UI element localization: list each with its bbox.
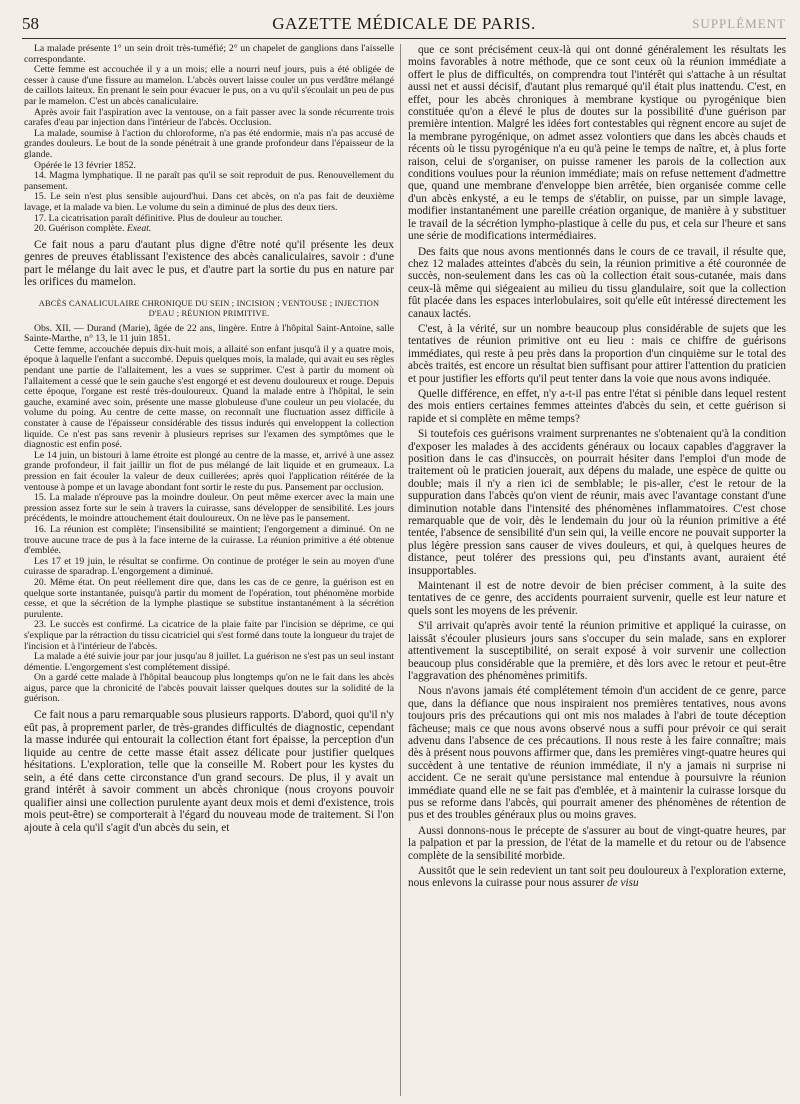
- paragraph: 14. Magma lymphatique. Il ne paraît pas qu'il se soit reproduit de pus. Renouvellement du pansement.: [24, 170, 394, 192]
- paragraph: Opérée le 13 février 1852.: [34, 159, 136, 171]
- right-column: [408, 44, 786, 1096]
- bleed-through-text: SUPPLÉMENT: [692, 16, 786, 31]
- journal-title: GAZETTE MÉDICALE DE PARIS.: [272, 14, 536, 33]
- paragraph: 16. La réunion est complète; l'insensibilité se maintient; l'engorgement a diminué. On ne trouve aucune trace de pus à la face interne de la cuirasse. La réunion primitive a été obtenue d'emblée.: [24, 523, 394, 557]
- paragraph: que ce sont précisément ceux-là qui ont donné généralement les résultats les moins favorables à notre méthode, que ce sont ceux où la réunion immédiate a offert le plus de difficultés, on comprendra tout l'intérêt qui s'attache à un résultat aussi net et aussi décisif, d'autant plus remarqué qu'il était plus inattendu. C'est, en effet, pour les abcès chroniques à membrane kystique ou pyrogénique bien constituée qu'on a élevé le plus de doutes sur la possibilité d'une guérison par première intention. Malgré les idées fort contestables qui règnent encore au sujet de la membrane pyrogénique, on admet assez volontiers que dans les abcès chauds et récents où le tissu pyrogénique n'a eu qu'à peine le temps de naître, et, à plus forte raison, celui de s'organiser, on puisse ramener les parois de la collection aux conditions voulues pour la réunion immédiate; mais on refuse nettement d'admettre que, quand une membrane d'enveloppe bien arrêtée, bien organisée comme celle d'un abcès enkysté, a eu le temps de s'établir, on puisse, par un simple lavage, modifier instantanément une pareille création organique, de manière à y substituer le travail de la sécrétion lympho-plastique à celle du pus, et cela sur l'heure et sans une série de modifications intermédiaires.: [408, 44, 786, 243]
- paragraph: Obs. XII. — Durand (Marie), âgée de 22 ans, lingère. Entre à l'hôpital Saint-Antoine, salle Sainte-Marthe, n° 13, le 11 juin 1851.: [24, 322, 394, 345]
- paragraph: La malade, soumise à l'action du chloroforme, n'a pas été endormie, mais n'a pas accusé de grandes douleurs. Le bout de la sonde pénétrait à une grande profondeur dans l'épaisseur de la glande.: [24, 127, 394, 160]
- page-header: [22, 12, 786, 39]
- de-visu-text: de visu: [607, 877, 639, 890]
- paragraph: Ce fait nous a paru d'autant plus digne d'être noté qu'il présente les deux genres de preuves établissant l'existence des abcès canaliculaires, savoir : d'une part le mélange du lait avec le pus, et d'autre part la sortie du pus en nature par les orifices du mamelon.: [24, 238, 394, 289]
- paragraph: Cette femme est accouchée il y a un mois; elle a nourri neuf jours, puis a été obligée de cesser à cause d'une fissure au mamelon. L'abcès ouvert laisse couler un pus verdâtre mélangé de caillots laiteux. En prenant le sein pour évacuer le pus, on a vu qu'il s'écoulait un peu de pus par le mamelon. C'est un abcès canaliculaire.: [24, 64, 394, 107]
- paragraph: La malade a été suivie jour par jour jusqu'au 8 juillet. La guérison ne s'est pas un seul instant démentie. L'engorgement s'est complétement dissipé.: [24, 651, 394, 673]
- paragraph-text: 20. Guérison complète.: [34, 223, 127, 235]
- paragraph: La malade présente 1° un sein droit très-tuméfié; 2° un chapelet de ganglions dans l'aisselle correspondante.: [24, 44, 394, 65]
- paragraph: 15. La malade n'éprouve pas la moindre douleur. On peut même exercer avec la main une pression assez forte sur le sein à travers la cuirasse, sans développer de sensibilité. Les jours précédents, le moindre attouchement était douloureux. On ne lève pas le pansement.: [24, 492, 394, 525]
- paragraph-text: Aussitôt que le sein redevient un tant soit peu douloureux à l'exploration externe, nous enlevons la cuirasse pour nous assurer: [408, 865, 786, 890]
- paragraph: [24, 224, 394, 235]
- paragraph: Aussi donnons-nous le précepte de s'assurer au bout de vingt-quatre heures, par la palpation et par la pression, de l'état de la mamelle et du retour ou de l'absence complète de la sensibilité morbide.: [408, 824, 786, 862]
- paragraph: Après avoir fait l'aspiration avec la ventouse, on a fait passer avec la sonde récurrente trois carafes d'eau par injection dans l'intérieur de l'abcès. Occlusion.: [24, 106, 394, 129]
- paragraph: Maintenant il est de notre devoir de bien préciser comment, à la suite des tentatives de ce genre, des accidents pourraient survenir, quelle est leur nature et quels sont les moyens de les prévenir.: [408, 580, 786, 617]
- paragraph: Les 17 et 19 juin, le résultat se confirme. On continue de protéger le sein au moyen d'une cuirasse de sparadrap. L'engorgement a diminué.: [24, 555, 394, 578]
- paragraph: On a gardé cette malade à l'hôpital beaucoup plus longtemps qu'on ne le fait dans les abcès aigus, parce que la chronicité de l'abcès pouvait laisser quelques doutes sur la solidité de la guérison.: [24, 672, 394, 705]
- paragraph: Cette femme, accouchée depuis dix-huit mois, a allaité son enfant jusqu'à il y a quatre mois, époque à laquelle l'enfant a succombé. Depuis quelques mois, la malade, qui avait eu ses règles pendant une partie de l'allaitement, les a vues se supprimer. C'est à partir du moment où l'allaitement a cessé que le sein gauche s'est engorgé et est devenu douloureux et rouge. Depuis cette époque, l'organe est resté très-douloureux. Quand la malade entre à l'hôpital, le sein gauche, examiné avec soin, présente une masse globuleuse d'une couleur un peu violacée, du volume du poing. Au centre de cette masse, on reconnaît une fluctuation assez difficile à constater à cause de l'épaisseur considérable des tissus indurés qui enveloppent la collection liquide. Ce n'est pas sans revenir à plusieurs reprises sur l'examen des symptômes que le diagnostic est enfin posé.: [24, 343, 394, 451]
- left-column: [24, 44, 394, 1096]
- paragraph: 23. Le succès est confirmé. La cicatrice de la plaie faite par l'incision se déprime, ce qui s'explique par la rétraction du tissu cicatriciel qui s'est formé dans toute la longueur du trajet de l'incision et à l'intérieur de l'abcès.: [24, 619, 394, 652]
- paragraph: 15. Le sein n'est plus sensible aujourd'hui. Dans cet abcès, on n'a pas fait de deuxième lavage, et la malade va bien. Le volume du sein a diminué de plus des deux tiers.: [24, 191, 394, 213]
- paragraph: 17. La cicatrisation paraît définitive. Plus de douleur au toucher.: [34, 212, 283, 224]
- paragraph: [408, 865, 786, 890]
- section-heading: ABCÈS CANALICULAIRE CHRONIQUE DU SEIN ; INCISION ; VENTOUSE ; INJECTION D'EAU ; RÉUNION PRIMITIVE.: [38, 298, 380, 318]
- paragraph: Le 14 juin, un bistouri à lame étroite est plongé au centre de la masse, et, arrivé à une assez grande profondeur, il fait jaillir un flot de pus mélangé de lait liquide et en grumeaux. La pression en fait écouler la valeur de deux cuillerées; après quoi l'application réitérée de la ventouse à pompe et un lavage abondant font sortir le reste du pus. Pansement par occlusion.: [24, 449, 394, 493]
- paragraph: 20. Même état. On peut réellement dire que, dans les cas de ce genre, la guérison est en quelque sorte instantanée, puisqu'à partir du moment de l'opération, tout phénomène morbide cesse, et que la sécrétion de la lymphe plastique se substitue instantanément à la sécrétion purulente.: [24, 576, 394, 620]
- column-rule: [400, 44, 401, 1096]
- paragraph: S'il arrivait qu'après avoir tenté la réunion primitive et appliqué la cuirasse, on laissât s'écouler plusieurs jours sans s'occuper du sein malade, sans en explorer attentivement la susceptibilité, on serait exposé à voir survenir une collection beaucoup plus considérable que la première, et dès lors avec le retour et peut-être l'aggravation des phénomènes primitifs.: [408, 620, 786, 682]
- paragraph: Des faits que nous avons mentionnés dans le cours de ce travail, il résulte que, chez 12 malades atteintes d'abcès du sein, la réunion primitive a été couronnée de succès, non-seulement dans les cas où la collection était sous-cutanée, mais dans ceux-là même qui siégeaient au milieu du tissu glandulaire, soit que la collection fût placée dans les espaces interlobulaires, soit qu'elle eût intéressé directement les canaux lactés.: [408, 245, 786, 320]
- page-number: 58: [22, 14, 39, 33]
- paragraph: Nous n'avons jamais été complétement témoin d'un accident de ce genre, parce que, dans la défiance que nous inspiraient nos premières tentatives, nous avons toujours pris des précautions qui ont mis nos malades à l'abri de toute déception fâcheuse; mais ce que nous avons observé nous a suffi pour prévoir ce qui serait advenu dans l'absence de ces précautions. Il nous reste à les faire connaître; mais dès à présent nous pouvons affirmer que, dans les premières vingt-quatre heures qui succèdent à une tentative de réunion immédiate, il n'y a jamais ni surprise ni accident. Ce ne serait qu'une persistance mal entendue à poursuivre la réunion immédiate quand elle ne se fait pas d'emblée, et à maintenir la cuirasse lorsque du pus se reforme dans l'abcès, qui pourrait amener des phénomènes de rétention de pus et des troubles généraux plus ou moins graves.: [408, 685, 786, 822]
- exeat-text: Exeat.: [126, 223, 152, 235]
- paragraph: Ce fait nous a paru remarquable sous plusieurs rapports. D'abord, quoi qu'il n'y eût pas, à proprement parler, de très-grandes difficultés de diagnostic, cependant la masse indurée qui entourait la collection étant fort épaisse, la perception d'un liquide au centre de cette masse était assez délicate pour justifier quelques hésitations. L'exploration, telle que la conseille M. Robert pour les kystes du sein, a été dans cette circonstance d'un grand secours. De plus, il y avait un grand intérêt à savoir comment un abcès chronique (nous croyons pouvoir qualifier ainsi une collection purulente ayant deux mois et demi d'existence, trois mois peut-être) se comporterait à l'égard du nouveau mode de traitement. Si l'on ajoute à cela qu'il s'agit d'un abcès du sein, et: [24, 709, 394, 834]
- paragraph: C'est, à la vérité, sur un nombre beaucoup plus considérable de sujets que les tentatives de réunion primitive ont eu lieu : mais ce chiffre de guérisons immédiates, qui reste à peu près dans la proportion d'un cinquième sur le total des abcès traités, est encore un résultat bien suffisant pour attirer l'attention du praticien et pour justifier les efforts qu'il peut tenter dans la voie que nous avons indiquée.: [408, 322, 786, 385]
- paragraph: Quelle différence, en effet, n'y a-t-il pas entre l'état si pénible dans lequel restent des mois entiers certaines femmes atteintes d'abcès du sein, et cette guérison si rapide et si complète en même temps?: [408, 387, 786, 425]
- paragraph: Si toutefois ces guérisons vraiment surprenantes ne s'obtenaient qu'à la condition d'exposer les malades à des accidents généraux ou locaux capables d'aggraver la position dans le cas d'insuccès, on pourrait hésiter dans l'emploi d'un mode de traitement où le praticien jouerait, aux dépens du malade, une espèce de quitte ou double; mais il n'y a rien ici de semblable; le pis-aller, c'est le retour de la suppuration dans l'abcès qu'on vient de réunir, mais avec l'avantage constant d'une diminution notable dans l'intensité des phénomènes inflammatoires. C'est chose remarquable que de voir, dès le lendemain du jour où la réunion primitive a été tentée, l'absence de sensibilité d'un sein qui, la veille encore ne pouvait supporter la plus légère pression sans causer de vives douleurs, et qui, à quelques heures de distance, peut tolérer des pressions qui, peu d'instants avant, auraient été insupportables.: [408, 428, 786, 577]
